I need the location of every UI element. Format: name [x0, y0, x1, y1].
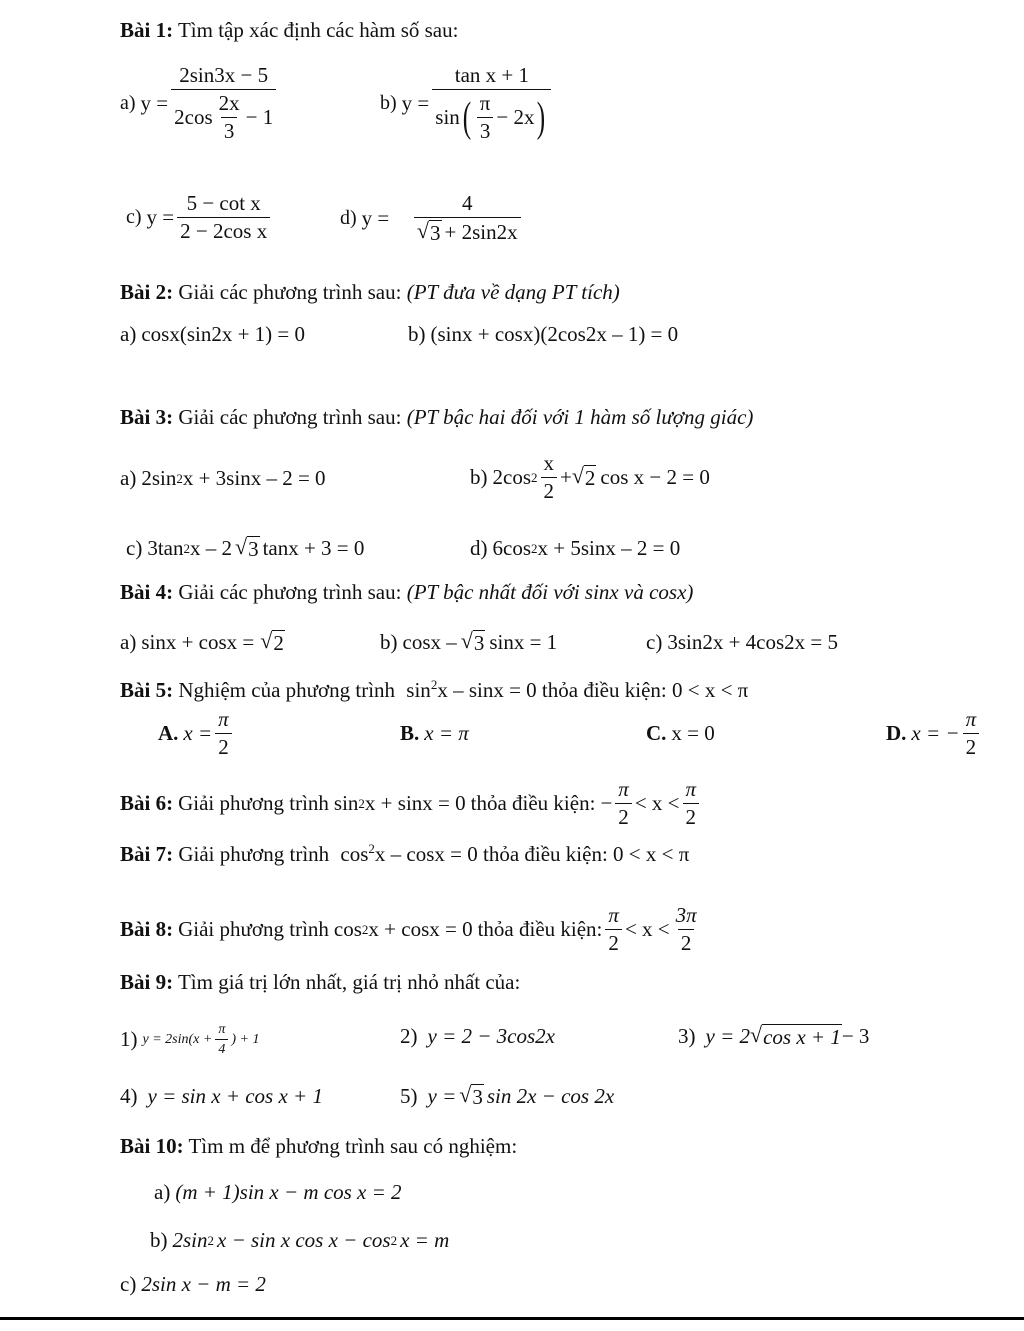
b9-i1-p2: ) + 1 — [231, 1031, 260, 1047]
b1-b-num: tan x + 1 — [454, 63, 529, 87]
b3-b-p2: + — [560, 465, 572, 490]
b3-b-p3: cos x − 2 = 0 — [600, 465, 710, 490]
b8-f1d: 2 — [605, 929, 622, 955]
b3-c-p2: x – 2 — [189, 536, 232, 561]
b4-c — [646, 630, 838, 655]
b1-d-num: 4 — [462, 191, 473, 215]
b1-b-y: y = — [401, 91, 430, 116]
b9-i1 — [120, 1022, 259, 1058]
b8-line: Bài 8: Giải phương trình cos 2 x + cosx = 0 thỏa điều kiện: $\frac{\pi}{2}$ < x < $\frac{3\pi}{2}$ — [120, 904, 703, 955]
b9-i4 — [120, 1084, 323, 1109]
b9-i1-fd: 4 — [215, 1039, 228, 1057]
b4-c-label: c) — [646, 630, 663, 654]
b1-c-num: 5 − cot x — [186, 191, 261, 215]
b1-a-den2: − 1 — [245, 105, 274, 130]
b3-c-p3: tanx + 3 = 0 — [262, 536, 365, 561]
b9-i3-p2: − 3 — [841, 1024, 870, 1049]
b9-i5-rad: 3 — [472, 1085, 483, 1109]
b5-d-fd: 2 — [963, 733, 980, 759]
b4-title: Bài 4: — [120, 580, 174, 604]
b3-b-fn: x — [543, 451, 554, 475]
b1-a-fd: 3 — [221, 117, 238, 143]
b5-d-fn: π — [965, 707, 977, 731]
b1-d-label: d) — [340, 207, 357, 230]
b3-c-rad: 3 — [248, 537, 259, 561]
b9-text: Tìm giá trị lớn nhất, giá trị nhỏ nhất của: — [177, 970, 521, 994]
b1-c — [126, 192, 273, 243]
b5-a-label: A. — [158, 721, 179, 746]
b8-eq1: cos — [333, 917, 362, 942]
b1-a-num: 2sin3x − 5 — [179, 63, 269, 87]
b3-d-p2: x + 5sinx – 2 = 0 — [537, 536, 681, 560]
b1-b-fn: π — [479, 91, 491, 116]
b9-i1-fn: π — [218, 1022, 226, 1037]
b3-d-label: d) — [470, 536, 488, 560]
b8-mid: < x < — [624, 917, 670, 942]
b1-a-y: y = — [140, 91, 169, 116]
b8-title: Bài 8: — [120, 917, 174, 942]
b5-a-fn: π — [218, 707, 229, 731]
b6-f2d: 2 — [683, 803, 700, 829]
b3-d-p1: 6cos — [492, 536, 531, 560]
b9-i3: 3) y = 2 √ cos x + 1 − 3 — [678, 1022, 870, 1049]
b5-heading — [120, 678, 748, 703]
b3-a: a) 2sin 2 x + 3sinx – 2 = 0 — [120, 466, 326, 490]
b7-text: Giải phương trình — [178, 842, 330, 866]
b1-heading — [120, 18, 458, 43]
b1-b-den2: − 2x — [496, 105, 535, 130]
b5-a-fd: 2 — [215, 733, 232, 759]
b1-title: Bài 1: — [120, 18, 174, 42]
b10-a-label: a) — [154, 1180, 171, 1204]
b10-b-label: b) — [150, 1228, 168, 1252]
b1-d-fraction: 4 √ 3 + 2sin2x — [392, 192, 542, 245]
b2-title: Bài 2: — [120, 280, 174, 304]
b5-d-x: x = − — [911, 721, 960, 746]
b2-text: Giải các phương trình sau: — [178, 280, 402, 304]
b6-minus: − — [600, 791, 613, 816]
b3-c: c) 3tan 2 x – 2 √ 3 tanx + 3 = 0 — [126, 534, 365, 561]
b6-text: Giải phương trình — [178, 791, 329, 816]
b10-c-label: c) — [120, 1272, 137, 1296]
b9-i5-label: 5) — [400, 1084, 418, 1109]
b9-i5-p1: y = — [427, 1084, 457, 1109]
b5-c-label: C. — [646, 721, 667, 745]
b6-f1d: 2 — [615, 803, 632, 829]
b1-b-fd: 3 — [477, 117, 494, 143]
b1-b-label: b) — [380, 92, 397, 115]
bottom-divider — [0, 1317, 1024, 1320]
b4-b: b) cosx – √ 3 sinx = 1 — [380, 628, 558, 655]
b5-option-d[interactable] — [886, 708, 982, 759]
b2-heading — [120, 280, 620, 305]
b9-i1-label: 1) — [120, 1027, 138, 1052]
b1-c-fraction — [177, 192, 270, 243]
b4-note: (PT bậc nhất đối với sinx và cosx) — [406, 580, 694, 604]
b7-line — [120, 842, 689, 867]
b9-i1-p1: y = 2sin(x + — [142, 1031, 213, 1047]
b9-i3-label: 3) — [678, 1024, 696, 1049]
b7-title: Bài 7: — [120, 842, 174, 866]
b1-c-den: 2 − 2cos x — [177, 217, 270, 243]
b5-option-a[interactable] — [158, 708, 235, 759]
b3-heading — [120, 405, 753, 430]
b1-a-label: a) — [120, 92, 136, 115]
b7-eq2: x – cosx = 0 — [374, 842, 478, 866]
b2-a-label: a) — [120, 322, 137, 346]
b1-a-fraction — [171, 64, 276, 143]
b9-i3-rad: cos x + 1 — [763, 1025, 841, 1049]
b10-a-expr: (m + 1)sin x − m cos x = 2 — [175, 1180, 402, 1204]
b4-b-rad: 3 — [473, 631, 485, 655]
b3-a-label: a) — [120, 466, 137, 490]
b10-c — [120, 1272, 266, 1297]
b9-heading — [120, 970, 520, 995]
b10-b-p3: x = m — [400, 1228, 450, 1252]
b4-c-expr: 3sin2x + 4cos2x = 5 — [667, 630, 839, 654]
b9-i2-label: 2) — [400, 1024, 418, 1048]
b5-a-x: x = — [183, 721, 213, 746]
b4-a-label: a) — [120, 630, 137, 655]
b4-b-p1: cosx – — [402, 630, 457, 655]
b5-b-expr: x = π — [424, 721, 469, 745]
b10-b: b) 2sin 2 x − sin x cos x − cos 2 x = m — [150, 1228, 450, 1252]
b4-a-rad: 2 — [273, 631, 284, 655]
b10-c-expr: 2sin x − m = 2 — [141, 1272, 266, 1296]
b10-text: Tìm m để phương trình sau có nghiệm: — [188, 1134, 518, 1158]
b1-d — [340, 192, 545, 245]
b6-eq2: x + sinx = 0 — [364, 791, 466, 816]
b5-eq1: sin — [406, 678, 431, 702]
b6-line: Bài 6: Giải phương trình sin 2 x + sinx = 0 thỏa điều kiện: − $\frac{\pi}{2}$ < x < $\frac{\pi}{2}$ — [120, 778, 702, 829]
b10-title: Bài 10: — [120, 1134, 184, 1158]
b4-heading — [120, 580, 693, 605]
b3-note: (PT bậc hai đối với 1 hàm số lượng giác) — [406, 405, 754, 429]
b1-d-rad: 3 — [430, 221, 441, 246]
b5-option-b[interactable] — [400, 721, 469, 746]
b5-cond: thỏa điều kiện: 0 < x < π — [541, 678, 749, 702]
b8-text: Giải phương trình — [178, 917, 329, 942]
b1-c-y: y = — [146, 205, 175, 230]
b3-a-p1: 2sin — [141, 466, 177, 490]
b1-a-den1: 2cos — [174, 105, 213, 130]
b4-a-p1: sinx + cosx = — [141, 630, 255, 655]
b5-d-label: D. — [886, 721, 907, 746]
b5-option-c[interactable] — [646, 721, 715, 746]
b3-b-rad: 2 — [584, 466, 596, 491]
b6-f1n: π — [618, 777, 629, 801]
b1-d-y: y = — [361, 206, 390, 231]
b1-a — [120, 64, 279, 143]
b5-exp: 2 — [430, 677, 438, 692]
b2-b-expr: (sinx + cosx)(2cos2x – 1) = 0 — [430, 322, 679, 346]
b8-f2n: 3π — [675, 903, 697, 927]
b9-i2-expr: y = 2 − 3cos2x — [427, 1024, 555, 1048]
b2-a-expr: cosx(sin2x + 1) = 0 — [141, 322, 306, 346]
b8-f2d: 2 — [678, 929, 695, 955]
b2-b — [408, 322, 678, 347]
b1-c-label: c) — [126, 206, 142, 229]
b1-text: Tìm tập xác định các hàm số sau: — [177, 18, 459, 42]
b7-eq1: cos — [340, 842, 369, 866]
b1-a-fn: 2x — [218, 91, 240, 116]
b3-c-label: c) — [126, 536, 143, 561]
b2-b-label: b) — [408, 322, 426, 346]
b5-title: Bài 5: — [120, 678, 174, 702]
b5-text: Nghiệm của phương trình — [178, 678, 396, 702]
b9-i3-p1: y = 2 — [705, 1024, 750, 1049]
b6-cond: thỏa điều kiện: — [470, 791, 596, 816]
b10-b-p2: x − sin x cos x − cos — [217, 1228, 391, 1252]
b7-cond: thỏa điều kiện: 0 < x < π — [483, 842, 690, 866]
b6-eq1: sin — [333, 791, 359, 816]
b10-a — [154, 1180, 402, 1205]
b8-eq2: x + cosx = 0 — [368, 917, 473, 942]
b3-b-p1: 2cos — [492, 465, 531, 490]
b3-b-fd: 2 — [541, 477, 558, 503]
b3-c-p1: 3tan — [147, 536, 184, 561]
b9-i4-expr: y = sin x + cos x + 1 — [147, 1084, 323, 1108]
b7-exp: 2 — [368, 841, 375, 856]
b9-i4-label: 4) — [120, 1084, 138, 1108]
b1-b — [380, 64, 554, 143]
b2-note: (PT đưa về dạng PT tích) — [406, 280, 620, 304]
b4-b-p2: sinx = 1 — [489, 630, 558, 655]
b3-a-p2: x + 3sinx – 2 = 0 — [182, 466, 326, 490]
b1-d-den2: + 2sin2x — [444, 220, 518, 245]
b2-a — [120, 322, 305, 347]
b3-b: b) 2cos 2 $\frac{x}{2}$ + √ 2 cos x − 2 = 0 — [470, 451, 710, 504]
b4-b-label: b) — [380, 630, 398, 655]
b1-b-fraction: tan x + 1 sin ( $\frac{\pi}{3}$ − 2x ) — [432, 64, 551, 143]
b5-c-expr: x = 0 — [671, 721, 715, 745]
b6-mid: < x < — [634, 791, 680, 816]
b3-b-label: b) — [470, 465, 488, 490]
b1-b-den1: sin — [435, 105, 460, 130]
b6-title: Bài 6: — [120, 791, 174, 816]
b8-f1n: π — [608, 903, 619, 927]
b8-cond: thỏa điều kiện: — [477, 917, 603, 942]
b6-f2n: π — [685, 777, 697, 801]
b3-text: Giải các phương trình sau: — [178, 405, 402, 429]
b4-a: a) sinx + cosx = √ 2 — [120, 628, 284, 655]
b3-d: d) 6cos 2 x + 5sinx – 2 = 0 — [470, 536, 681, 560]
b4-text: Giải các phương trình sau: — [178, 580, 402, 604]
b9-title: Bài 9: — [120, 970, 174, 994]
b5-b-label: B. — [400, 721, 420, 745]
b9-i2 — [400, 1024, 555, 1049]
b5-eq2: x – sinx = 0 — [437, 678, 537, 702]
b9-i5-p2: sin 2x − cos 2x — [486, 1084, 615, 1109]
b9-i5: 5) y = √ 3 sin 2x − cos 2x — [400, 1082, 615, 1109]
b10-heading — [120, 1134, 517, 1159]
b10-b-p1: 2sin — [172, 1228, 208, 1252]
b3-title: Bài 3: — [120, 405, 174, 429]
